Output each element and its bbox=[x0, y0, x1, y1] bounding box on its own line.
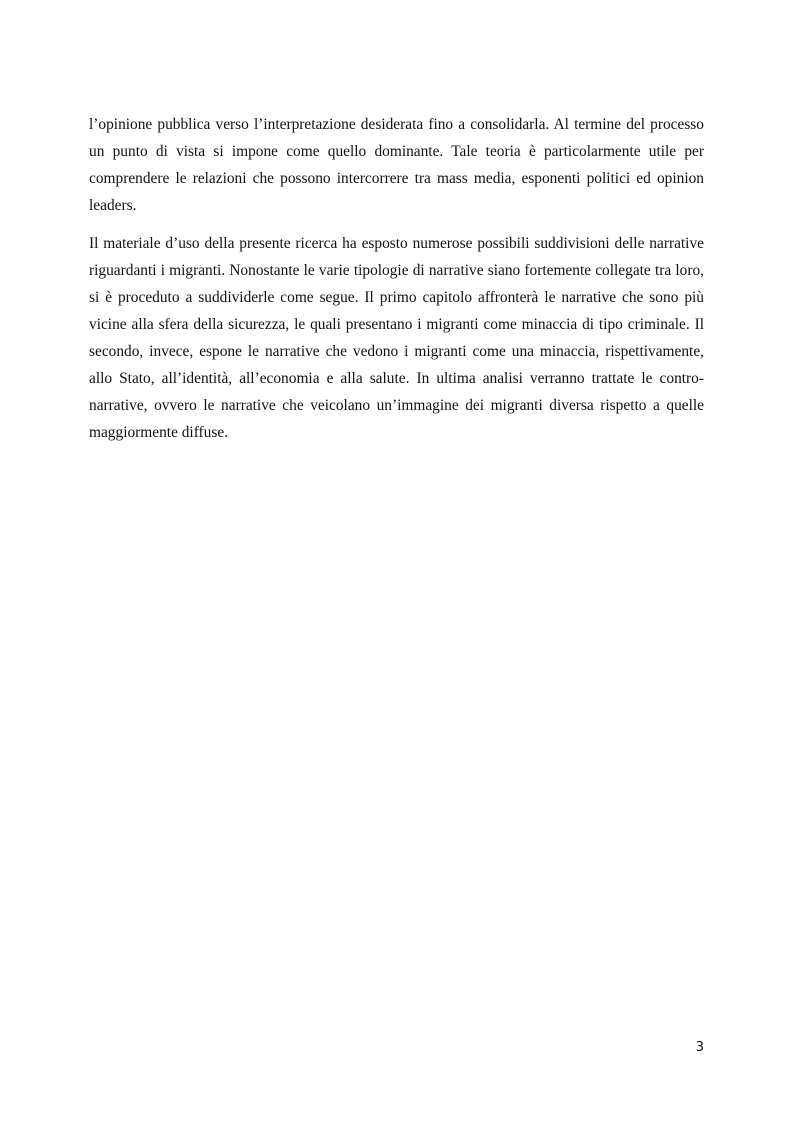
page-number: 3 bbox=[695, 1040, 704, 1055]
paragraph-1: l’opinione pubblica verso l’interpretazione desiderata fino a consolidarla. Al termine del processo un punto di vista si impone come quello dominante. Tale teoria è particolarmente utile per comprendere le relazioni che possono intercorrere tra mass media, esponenti politici ed opinion leaders. bbox=[89, 116, 704, 214]
body-text bbox=[89, 111, 704, 457]
paragraph-2: Il materiale d’uso della presente ricerca ha esposto numerose possibili suddivisioni delle narrative riguardanti i migranti. Nonostante le varie tipologie di narrative siano fortemente collegate tra loro, si è proceduto a suddividerle come segue. Il primo capitolo affronterà le narrative che sono più vicine alla sfera della sicurezza, le quali presentano i migranti come minaccia di tipo criminale. Il secondo, invece, espone le narrative che vedono i migranti come una minaccia, rispettivamente, allo Stato, all’identità, all’economia e alla salute. In ultima analisi verranno trattate le contro-narrative, ovvero le narrative che veicolano un’immagine dei migranti diversa rispetto a quelle maggiormente diffuse. bbox=[89, 235, 704, 441]
